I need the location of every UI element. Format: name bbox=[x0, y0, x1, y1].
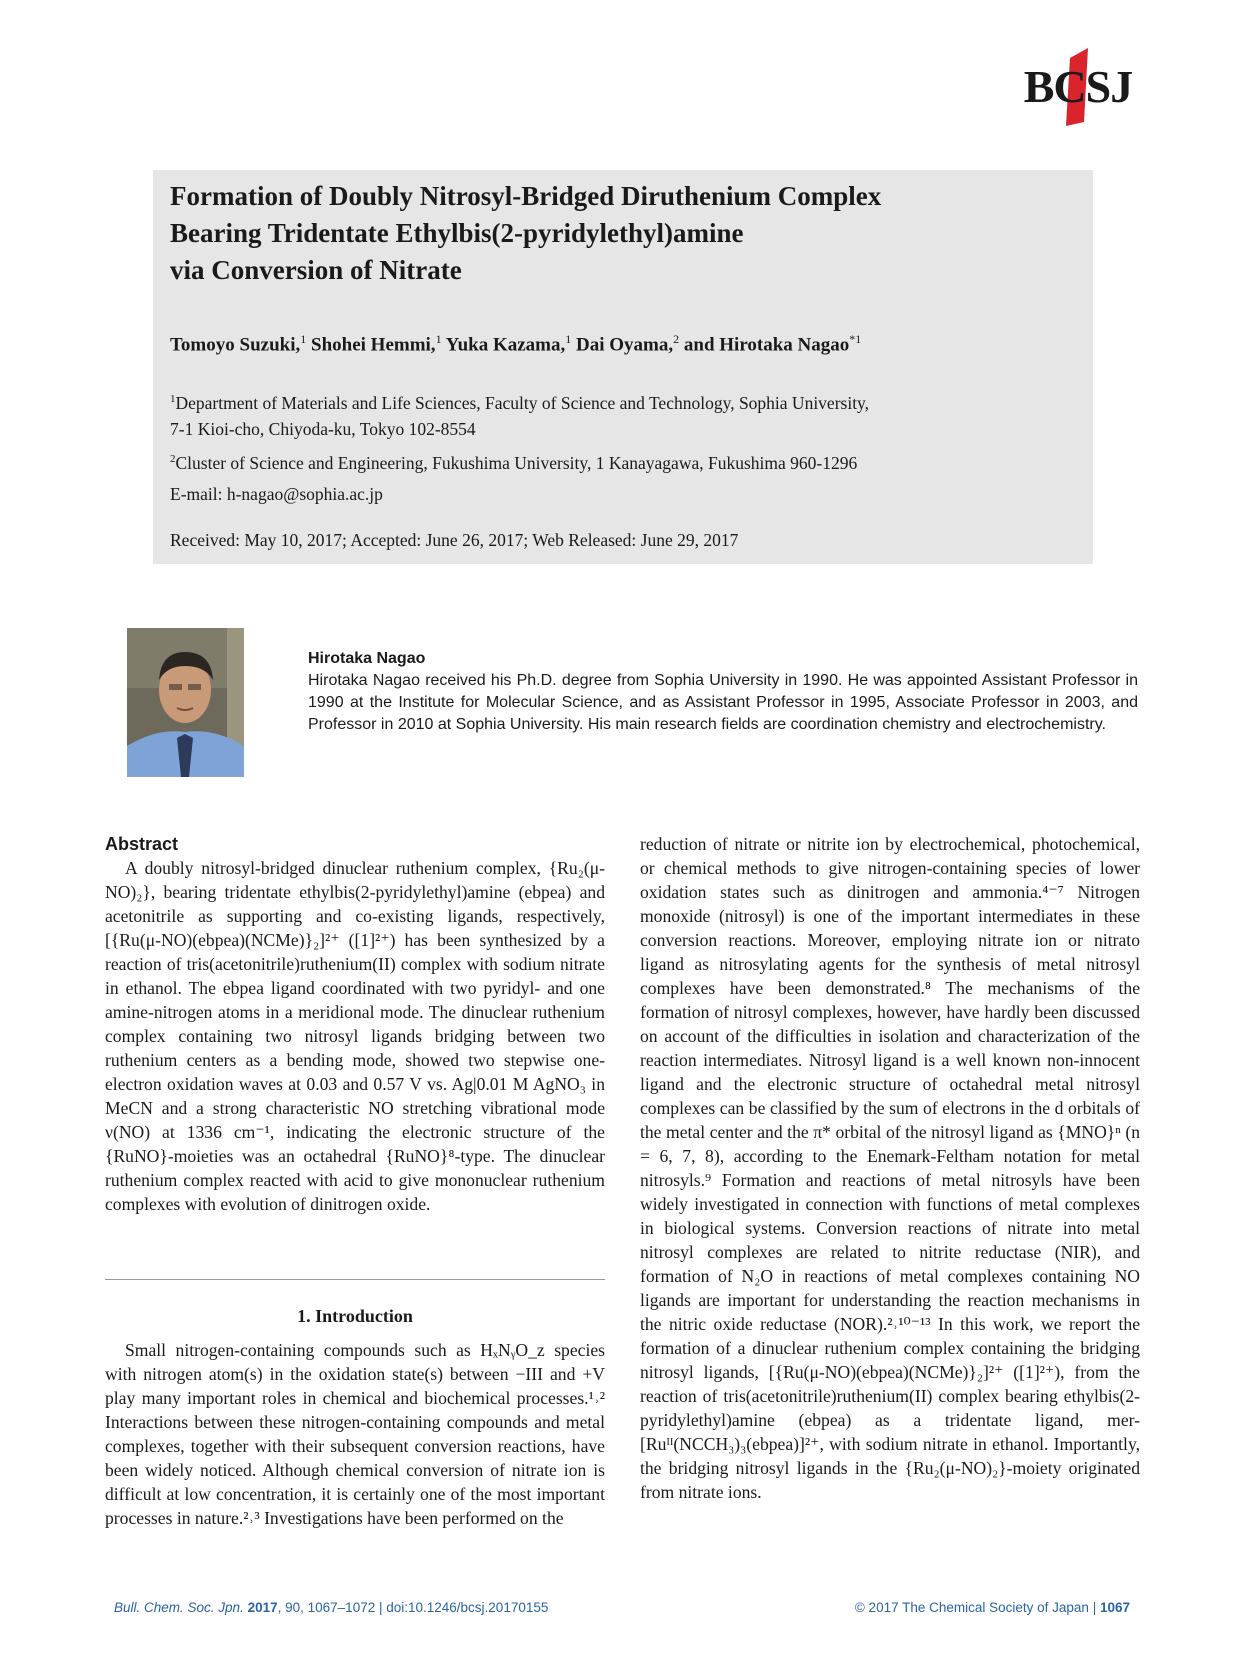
affiliation-line: Department of Materials and Life Sciences, Faculty of Science and Technology, Sophia University, bbox=[175, 392, 870, 413]
author-name: Yuka Kazama, bbox=[441, 334, 566, 356]
introduction-paragraph-continued: reduction of nitrate or nitrite ion by electrochemical, photochemical, or chemical methods to give nitrogen-containing species of lower oxidation states such as dinitrogen and ammonia.⁴⁻⁷ Nitrogen monoxide (nitrosyl) is one of the important intermediates in these conversion reactions. Moreover, employing nitrate ion or nitrato ligand as nitrosylating agents for the synthesis of metal nitrosyl complexes have been demonstrated.⁸ The mechanisms of the formation of nitrosyl complexes, however, have hardly been discussed on account of the difficulties in isolation and characterization of the reaction intermediates. Nitrosyl ligand is a well known non-innocent ligand and the electronic structure of octahedral metal nitrosyl complexes can be classified by the sum of electrons in the d orbitals of the metal center and the π* orbital of the nitrosyl ligand as {MNO}ⁿ (n = 6, 7, 8), according to the Enemark-Feltham notation for metal nitrosyls.⁹ Formation and reactions of metal nitrosyls have been widely investigated in connection with functions of metal complexes in biological systems. Conversion reactions of nitrate into metal nitrosyl complexes are related to nitrite reductase (NIR), and formation of N₂O in reactions of metal complexes containing NO ligands are important for understanding the reaction mechanisms in the nitric oxide reductase (NOR).²˒¹⁰⁻¹³ In this work, we report the formation of a dinuclear ruthenium complex containing the bridging nitrosyl ligands, [{Ru(μ-NO)(ebpea)(NCMe)}₂]²⁺ ([1]²⁺), from the reaction of tris(acetonitrile)ruthenium(II) complex bearing ethylbis(2-pyridylethyl)amine (ebpea) as a tridentate ligand, mer-[Ruᴵᴵ(NCCH₃)₃(ebpea)]²⁺, with sodium nitrate in ethanol. Importantly, the bridging nitrosyl ligands in the {Ru₂(μ-NO)₂}-moiety originated from nitrate ions. bbox=[640, 834, 1140, 1502]
article-title bbox=[170, 178, 1050, 289]
author-photo bbox=[127, 628, 244, 777]
abstract-heading: Abstract bbox=[105, 834, 179, 854]
contact-email: E-mail: h-nagao@sophia.ac.jp bbox=[170, 484, 383, 504]
citation-year: 2017 bbox=[247, 1600, 278, 1615]
title-line: via Conversion of Nitrate bbox=[170, 255, 462, 285]
author-name: Tomoyo Suzuki, bbox=[170, 334, 301, 356]
author-affiliation-mark: *1 bbox=[849, 332, 862, 346]
received-dates: Received: May 10, 2017; Accepted: June 26, 2017; Web Released: June 29, 2017 bbox=[170, 530, 739, 550]
journal-logo bbox=[1018, 44, 1138, 126]
affiliation-1 bbox=[170, 386, 1070, 442]
introduction-heading: 1. Introduction bbox=[297, 1306, 413, 1326]
author-list bbox=[170, 332, 1070, 356]
author-affiliation-mark: 1 bbox=[300, 332, 307, 346]
logo-text: BCSJ bbox=[1023, 61, 1133, 112]
journal-name: Bull. Chem. Soc. Jpn. bbox=[114, 1600, 244, 1615]
affiliation-line: 7-1 Kioi-cho, Chiyoda-ku, Tokyo 102-8554 bbox=[170, 418, 476, 439]
author-name: Dai Oyama, bbox=[571, 334, 674, 356]
affiliation-mark: 1 bbox=[170, 393, 176, 405]
author-affiliation-mark: 2 bbox=[673, 332, 680, 346]
copyright-text: © 2017 The Chemical Society of Japan | bbox=[854, 1600, 1100, 1615]
page-number: 1067 bbox=[1099, 1600, 1130, 1615]
title-line: Formation of Doubly Nitrosyl-Bridged Diruthenium Complex bbox=[170, 181, 882, 211]
abstract-text: A doubly nitrosyl-bridged dinuclear ruthenium complex, {Ru₂(μ-NO)₂}, bearing tridentate ethylbis(2-pyridylethyl)amine (ebpea) and acetonitrile as supporting and co-existing ligands, respectively, [{Ru(μ-NO)(ebpea)(NCMe)}₂]²⁺ ([1]²⁺) has been synthesized by a reaction of tris(acetonitrile)ruthenium(II) complex with sodium nitrate in ethanol. The ebpea ligand coordinated with two pyridyl- and one amine-nitrogen atoms in a meridional mode. The dinuclear ruthenium complex containing two nitrosyl ligands bridging between two ruthenium centers as a bending mode, showed two stepwise one-electron oxidation waves at 0.03 and 0.57 V vs. Ag|0.01 M AgNO₃ in MeCN and a strong characteristic NO stretching vibrational mode ν(NO) at 1336 cm⁻¹, indicating the electronic structure of the {RuNO}-moieties was an octahedral {RuNO}⁸-type. The dinuclear ruthenium complex reacted with acid to give mononuclear ruthenium complexes with evolution of dinitrogen oxide. bbox=[105, 858, 605, 1214]
author-affiliation-mark: 1 bbox=[435, 332, 442, 346]
author-name: and Hirotaka Nagao bbox=[679, 334, 850, 356]
citation-footer bbox=[114, 1600, 548, 1615]
affiliation-line: Cluster of Science and Engineering, Fukushima University, 1 Kanayagawa, Fukushima 960-1296 bbox=[175, 452, 858, 473]
author-name: Shohei Hemmi, bbox=[306, 334, 436, 356]
affiliation-2 bbox=[170, 446, 1070, 476]
author-affiliation-mark: 1 bbox=[565, 332, 572, 346]
copyright-footer bbox=[855, 1600, 1130, 1615]
introduction-text-right bbox=[640, 832, 1140, 1504]
section-divider bbox=[105, 1279, 605, 1280]
bio-name: Hirotaka Nagao bbox=[308, 650, 426, 667]
bio-text: Hirotaka Nagao received his Ph.D. degree from Sophia University in 1990. He was appointed Assistant Professor in 1990 at the Institute for Molecular Science, and as Assistant Professor in 1995, Associate Professor in 2003, and Professor in 2010 at Sophia University. His main research fields are coordination chemistry and electrochemistry. bbox=[308, 672, 1138, 733]
citation-details: , 90, 1067–1072 | doi:10.1246/bcsj.20170155 bbox=[277, 1600, 549, 1615]
introduction-paragraph: Small nitrogen-containing compounds such as HₓNᵧO_z species with nitrogen atom(s) in the oxidation state(s) between −III and +V play many important roles in chemical and biochemical processes.¹˒² Interactions between these nitrogen-containing compounds and metal complexes, together with their subsequent conversion reactions, have been widely noticed. Although chemical conversion of nitrate ion is difficult at low concentration, it is certainly one of the most important processes in nature.²˒³ Investigations have been performed on the bbox=[105, 1340, 605, 1528]
author-biography bbox=[308, 648, 1138, 736]
portrait-image bbox=[127, 628, 244, 777]
introduction-text-left bbox=[105, 1338, 605, 1530]
abstract-section bbox=[105, 832, 605, 1216]
affiliation-mark: 2 bbox=[170, 453, 176, 465]
title-line: Bearing Tridentate Ethylbis(2-pyridylethyl)amine bbox=[170, 218, 744, 248]
